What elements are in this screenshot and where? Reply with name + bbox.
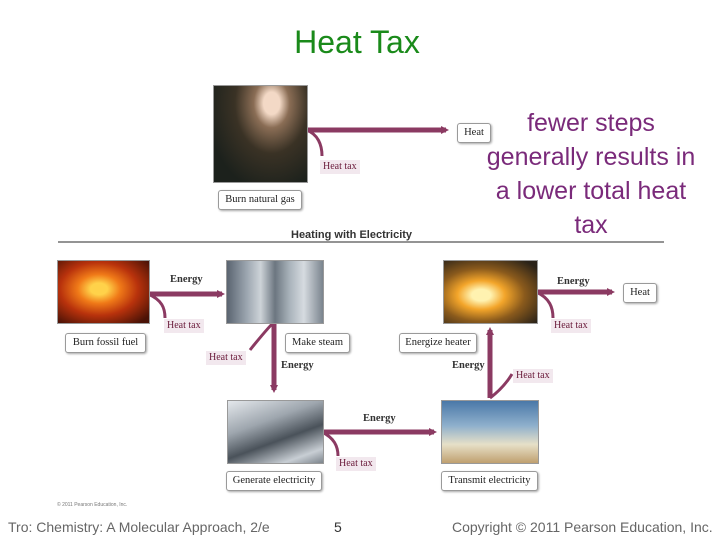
footer-copyright: Copyright © 2011 Pearson Education, Inc. <box>452 519 713 535</box>
section-label: Heating with Electricity <box>291 229 413 241</box>
heater-photo <box>443 260 538 324</box>
energize-heater-box: Energize heater <box>399 333 477 353</box>
transmit-electricity-box: Transmit electricity <box>441 471 538 491</box>
fossil-fuel-fire-photo <box>57 260 150 324</box>
annotation-note: fewer steps generally results in a lower total heat tax <box>486 109 696 239</box>
heat-tax-arrow-heater <box>536 292 553 318</box>
generator-photo <box>227 400 324 464</box>
make-steam-box: Make steam <box>285 333 350 353</box>
burn-natural-gas-box: Burn natural gas <box>218 190 302 210</box>
heat-tax-arrow-transmit <box>490 374 512 398</box>
heat-tax-arrow-top <box>306 130 322 156</box>
heat-tax-arrow-fuel <box>148 294 165 318</box>
energy-label: Energy <box>170 274 203 285</box>
energy-label: Energy <box>452 360 485 371</box>
heat-tax-label: Heat tax <box>513 369 553 383</box>
transmission-tower-photo <box>441 400 539 464</box>
burn-fossil-fuel-box: Burn fossil fuel <box>65 333 146 353</box>
heat-output-top-box: Heat <box>457 123 491 143</box>
heat-output-right-box: Heat <box>623 283 657 303</box>
heat-tax-label: Heat tax <box>336 457 376 471</box>
heat-tax-arrow-steam <box>250 322 274 350</box>
heat-tax-label: Heat tax <box>320 160 360 174</box>
energy-label: Energy <box>281 360 314 371</box>
energy-label: Energy <box>557 276 590 287</box>
footer-textbook: Tro: Chemistry: A Molecular Approach, 2/e <box>8 519 270 535</box>
slide-title: Heat Tax <box>294 24 420 60</box>
page-number: 5 <box>334 519 342 535</box>
heat-tax-arrow-generate <box>322 432 338 456</box>
gas-burner-photo <box>213 85 308 183</box>
heat-tax-label: Heat tax <box>164 319 204 333</box>
heat-tax-label: Heat tax <box>551 319 591 333</box>
energy-label: Energy <box>363 413 396 424</box>
heat-tax-label: Heat tax <box>206 351 246 365</box>
generate-electricity-box: Generate electricity <box>226 471 322 491</box>
figure-copyright: © 2011 Pearson Education, Inc. <box>57 502 128 508</box>
steam-plant-photo <box>226 260 324 324</box>
